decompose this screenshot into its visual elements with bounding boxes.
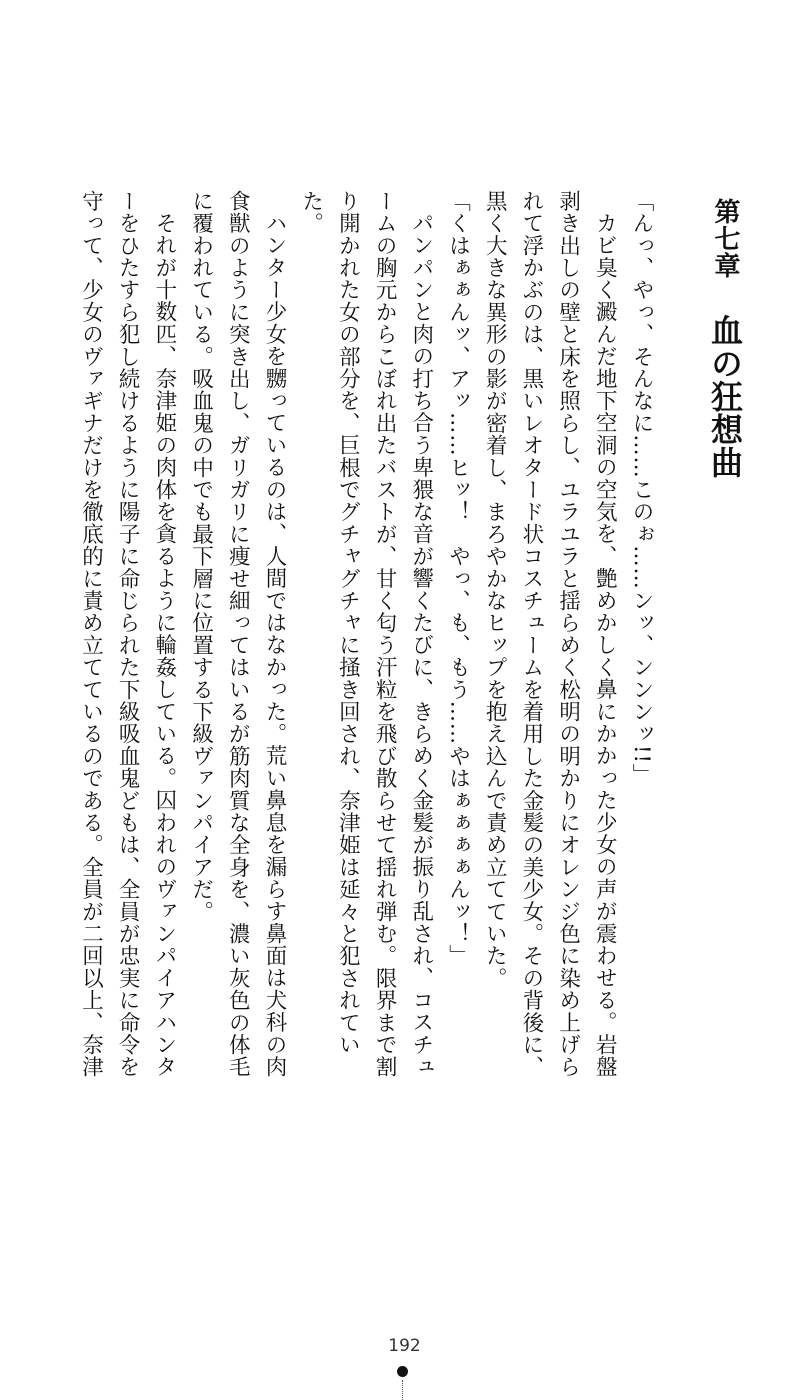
chapter-heading xyxy=(706,198,744,480)
paragraph-6: それが十数匹、奈津姫の肉体を貪るように輪姦している。囚われのヴァンパイアハンターをひたすら犯し続けるように陽子に命じられた下級吸血鬼どもは、全員が忠実に命令を守って、少女のヴァギナだけを徹底的に責め立てているのである。全員が二回以上、奈津 xyxy=(78,190,177,1078)
chapter-number: 第七章 xyxy=(710,198,740,279)
chapter-title: 血の狂想曲 xyxy=(706,314,744,480)
page-number: 192 xyxy=(388,1336,421,1356)
paragraph-2: カビ臭く澱んだ地下空洞の空気を、艶めかしく鼻にかかった少女の声が震わせる。岩盤剥き出しの壁と床を照らし、ユラユラと揺らめく松明の明かりにオレンジ色に染め上げられて浮かぶのは、黒いレオタード状コスチュームを着用した金髪の美少女。その背後に、黒く大きな異形の影が密着し、まろやかなヒップを抱え込んで責め立てていた。 xyxy=(482,190,618,1078)
page-marker-line xyxy=(402,1380,403,1400)
paragraph-5: ハンター少女を嬲っているのは、人間ではなかった。荒い鼻息を漏らす鼻面は犬科の肉食獣のように突き出し、ガリガリに痩せ細ってはいるが筋肉質な全身を、濃い灰色の体毛に覆われている。吸血鬼の中でも最下層に位置する下級ヴァンパイアだ。 xyxy=(188,190,287,1078)
paragraph-4: パンパンと肉の打ち合う卑猥な音が響くたびに、きらめく金髪が振り乱され、コスチュームの胸元からこぼれ出たバストが、甘く匂う汗粒を飛び散らせて揺れ弾む。限界まで割り開かれた女の部分を、巨根でグチャグチャに掻き回され、奈津姫は延々と犯されていた。 xyxy=(298,190,434,1079)
paragraph-1: 「んっ、やっ、そんなに……このぉ……ンッ、ンンンッ!!」 xyxy=(629,190,654,786)
page-marker-dot xyxy=(397,1366,408,1377)
paragraph-3: 「くはぁぁんッ、アッ……ヒッ！ やっ、も、もう……やはぁぁぁぁんッ！」 xyxy=(445,190,471,967)
body-text xyxy=(69,190,659,1090)
